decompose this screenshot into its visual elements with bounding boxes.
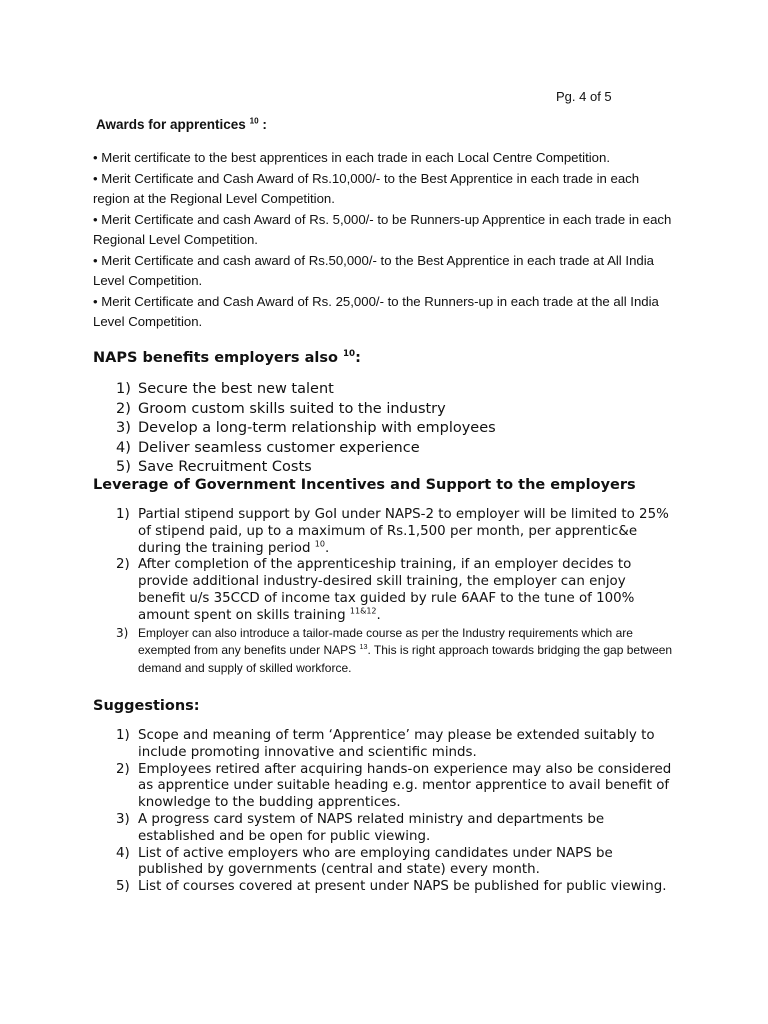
list-item: [116, 557, 676, 624]
list-number: 2): [116, 400, 131, 417]
list-text: Save Recruitment Costs: [138, 459, 312, 475]
list-item: [116, 879, 676, 896]
list-number: 2): [116, 761, 130, 777]
awards-heading-suffix: :: [262, 117, 267, 132]
list-item: [116, 812, 676, 846]
list-item: [116, 419, 496, 439]
suggestions-list: [116, 728, 676, 896]
list-number: 4): [116, 845, 130, 861]
award-item: • Merit Certificate and Cash Award of Rs.10,000/- to the Best Apprentice in each trade in each region at the Regional Level Competition.: [93, 170, 640, 206]
incentives-list: [116, 507, 676, 678]
awards-heading: [96, 117, 267, 132]
list-number: 3): [116, 420, 131, 436]
list-text: After completion of the apprenticeship training, if an employer decides to provide additional industry-desired skill training, the employer can enjoy benefit u/s 35CCD of income tax guided by rule 6AAF to the tune of 100% amount spent on skills training: [138, 557, 635, 623]
list-text-end: .: [376, 607, 381, 623]
list-text: Scope and meaning of term ‘Apprentice’ may please be extended suitably to include promoting innovative and scientific minds.: [138, 728, 655, 760]
list-text: Secure the best new talent: [138, 381, 334, 397]
suggestions-heading: Suggestions:: [93, 698, 200, 714]
list-item: [116, 380, 496, 400]
list-number: 3): [116, 811, 130, 827]
list-text: List of active employers who are employing candidates under NAPS be published by governments (central and state) every month.: [138, 845, 613, 878]
benefits-heading-suffix: :: [355, 350, 361, 366]
list-item: [116, 400, 496, 420]
benefits-list: [116, 380, 496, 478]
list-item: [116, 439, 496, 459]
list-text: Groom custom skills suited to the industry: [138, 400, 446, 417]
list-number: 5): [116, 879, 130, 895]
list-text: Employees retired after acquiring hands-on experience may also be considered as apprentice under suitable heading e.g. mentor apprentice to avail benefit of knowledge to the budding apprentices.: [138, 761, 672, 811]
list-text: List of courses covered at present under NAPS be published for public viewing.: [138, 879, 667, 895]
incentives-heading: Leverage of Government Incentives and Support to the employers: [93, 477, 636, 493]
award-item: • Merit Certificate and Cash Award of Rs. 25,000/- to the Runners-up in each trade at the all India Level Competition.: [93, 293, 659, 329]
list-text: Deliver seamless customer experience: [138, 439, 420, 456]
list-number: 4): [116, 439, 131, 456]
list-number: 3): [116, 625, 129, 640]
list-text: Employer can also introduce a tailor-made course as per the Industry requirements which are exempted from any benefits under NAPS: [138, 625, 633, 658]
list-item: [116, 762, 676, 812]
award-item: • Merit Certificate and cash award of Rs.50,000/- to the Best Apprentice in each trade at All India Level Competition.: [93, 252, 654, 288]
footnote-ref: 10: [314, 539, 325, 549]
list-item: [116, 728, 676, 762]
list-number: 1): [116, 381, 131, 397]
award-item: • Merit Certificate and cash Award of Rs. 5,000/- to be Runners-up Apprentice in each trade in each Regional Level Competition.: [93, 211, 672, 247]
list-item: [116, 458, 496, 478]
list-item: [116, 507, 676, 557]
list-item: [116, 846, 676, 880]
list-text: Develop a long-term relationship with employees: [138, 420, 496, 436]
list-text: A progress card system of NAPS related ministry and departments be established and be open for public viewing.: [138, 811, 605, 844]
footnote-ref: 13: [359, 642, 368, 652]
footnote-ref: 11&12: [349, 606, 377, 616]
list-number: 5): [116, 459, 131, 475]
list-text-end: .: [324, 540, 330, 556]
list-number: 1): [116, 728, 130, 743]
benefits-heading-text: NAPS benefits employers also: [93, 350, 338, 366]
awards-list: [93, 148, 678, 333]
page-number: Pg. 4 of 5: [556, 89, 612, 104]
awards-heading-ref: 10: [249, 116, 259, 126]
benefits-heading: [93, 350, 361, 366]
list-item: [116, 625, 676, 678]
list-text-end: . This is right approach towards bridging the gap between demand and supply of skilled workforce.: [138, 643, 673, 676]
award-item: • Merit certificate to the best apprentices in each trade in each Local Centre Competition.: [93, 150, 611, 165]
benefits-heading-ref: 10: [342, 349, 356, 360]
awards-heading-text: Awards for apprentices: [96, 117, 246, 132]
list-number: 1): [116, 507, 130, 522]
list-text: Partial stipend support by GoI under NAPS-2 to employer will be limited to 25% of stipend paid, up to a maximum of Rs.1,500 per month, per apprentic&e during the training period: [138, 507, 669, 556]
list-number: 2): [116, 557, 130, 573]
